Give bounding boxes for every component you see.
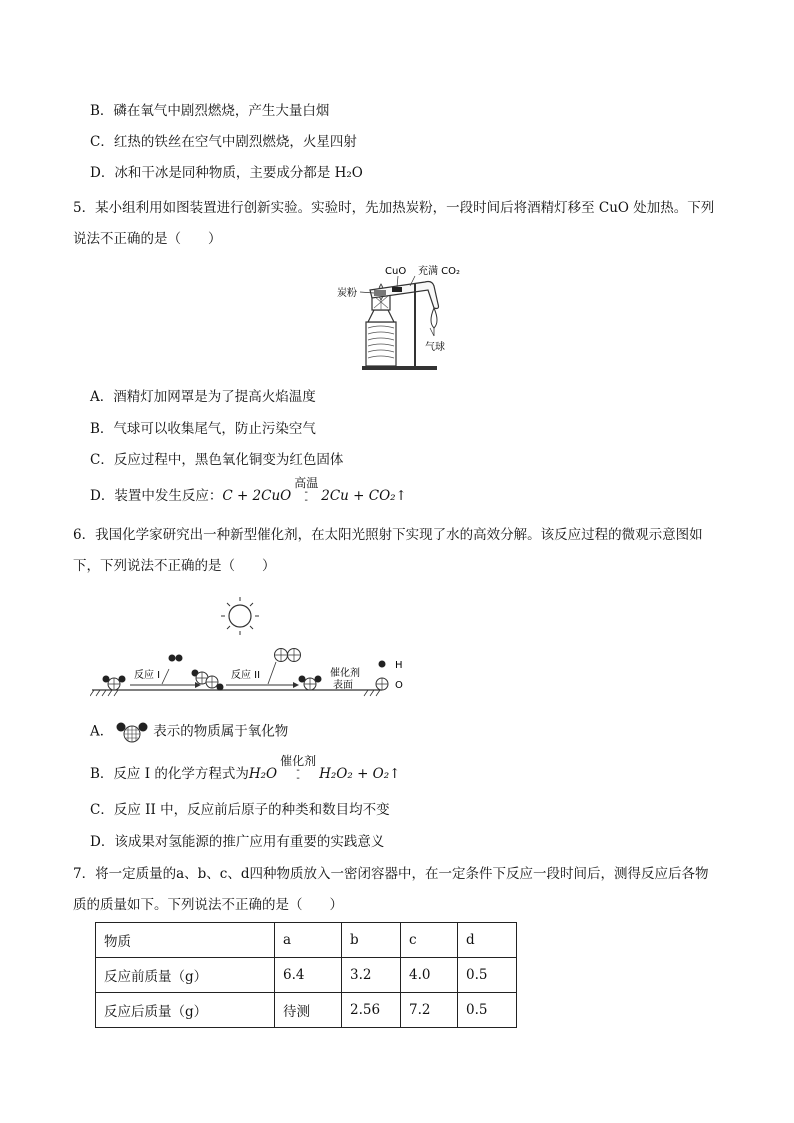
stand-base [362, 366, 437, 370]
label-cuo: CuO [385, 266, 407, 277]
label-reaction-2: 反应 II [231, 670, 261, 681]
q6-option-b-prefix: B．反应 I 的化学方程式为 [90, 766, 249, 782]
q4-option-d: D．冰和干冰是同种物质，主要成分都是 H₂O [90, 165, 363, 181]
water-molecule-icon [115, 721, 151, 743]
sun-icon [221, 597, 259, 635]
label-surface: 表面 [333, 680, 353, 691]
table-cell: 待测 [275, 993, 342, 1028]
label-reaction-1: 反应 I [134, 670, 161, 681]
table-header-row [96, 923, 517, 958]
table-cell: 7.2 [401, 993, 458, 1028]
table-header-cell: 物质 [96, 923, 275, 958]
q4-option-b: B．磷在氧气中剧烈燃烧，产生大量白烟 [90, 103, 330, 119]
q7-stem-line2: 质的质量如下。下列说法不正确的是（ ） [73, 897, 343, 913]
water-molecule [103, 676, 126, 691]
table-row [96, 958, 517, 993]
q5-equation-condition: 高温 - - [291, 489, 321, 505]
q5-equation-right: 2Cu + CO₂↑ [321, 488, 407, 504]
q5-stem-line1: 5．某小组利用如图装置进行创新实验。实验时，先加热炭粉，一段时间后将酒精灯移至 CuO 处加热。下列 [73, 200, 715, 216]
table-cell: 6.4 [275, 958, 342, 993]
q6-equation-left: H₂O [248, 766, 278, 782]
mass-table [95, 922, 517, 1028]
q4-option-c: C．红热的铁丝在空气中剧烈燃烧，火星四射 [90, 134, 357, 150]
cuo-sample [392, 287, 402, 292]
label-carbon: 炭粉 [337, 288, 357, 299]
q5-option-b: B．气球可以收集尾气，防止污染空气 [90, 421, 316, 437]
table-header-cell: a [275, 923, 342, 958]
q5-option-d-prefix: D．装置中发生反应： [90, 488, 223, 504]
table-cell: 0.5 [458, 958, 517, 993]
oxygen-molecule [275, 649, 301, 662]
q6-option-a-text: 表示的物质属于氧化物 [153, 723, 289, 740]
table-cell: 反应后质量（g） [96, 993, 275, 1028]
q5-option-d [90, 475, 407, 506]
q6-option-b [90, 753, 401, 784]
legend-h-icon [379, 661, 386, 668]
legend-h-label: H [395, 660, 403, 671]
q5-option-c: C．反应过程中，黑色氧化铜变为红色固体 [90, 452, 344, 468]
q6-option-c: C．反应 II 中，反应前后原子的种类和数目均不变 [90, 802, 390, 818]
label-catalyst: 催化剂 [330, 668, 360, 679]
q5-option-a: A．酒精灯加网罩是为了提高火焰温度 [90, 389, 316, 405]
q5-apparatus-figure [330, 262, 480, 374]
q7-stem-line1: 7．将一定质量的a、b、c、d四种物质放入一密闭容器中，在一定条件下反应一段时间后，测得反应后各物 [73, 866, 709, 882]
table-cell: 3.2 [342, 958, 401, 993]
table-cell: 4.0 [401, 958, 458, 993]
q6-micro-diagram [90, 592, 420, 702]
balloon [431, 308, 437, 328]
q6-option-a-prefix: A． [90, 723, 114, 740]
q6-stem-line1: 6．我国化学家研究出一种新型催化剂，在太阳光照射下实现了水的高效分解。该反应过程的微观示意图如 [73, 527, 703, 543]
q5-equation-left: C + 2CuO [222, 488, 292, 504]
q5-stem-line2: 说法不正确的是（ ） [73, 231, 222, 247]
q6-option-a [90, 721, 288, 743]
hydrogen-atom [169, 655, 176, 662]
q6-equation-right: H₂O₂ + O₂↑ [319, 766, 401, 782]
label-balloon: 气球 [425, 342, 445, 353]
q6-condition-text: 催化剂 [280, 753, 317, 768]
table-row [96, 993, 517, 1028]
carbon-powder [374, 290, 386, 296]
q5-condition-text: 高温 [294, 475, 319, 490]
table-header-cell: b [342, 923, 401, 958]
table-header-cell: c [401, 923, 458, 958]
table-header-cell: d [458, 923, 517, 958]
water-molecule [299, 676, 322, 691]
label-co2: 充满 CO₂ [418, 266, 461, 277]
q6-equation-condition: 催化剂 - - [277, 767, 319, 783]
table-cell: 0.5 [458, 993, 517, 1028]
table-cell: 反应前质量（g） [96, 958, 275, 993]
hydrogen-atom [176, 655, 183, 662]
q6-option-d: D．该成果对氢能源的推广应用有重要的实践意义 [90, 834, 385, 850]
table-cell: 2.56 [342, 993, 401, 1028]
legend-o-label: O [395, 680, 403, 691]
q6-stem-line2: 下，下列说法不正确的是（ ） [73, 558, 276, 574]
alcohol-lamp [368, 310, 394, 322]
